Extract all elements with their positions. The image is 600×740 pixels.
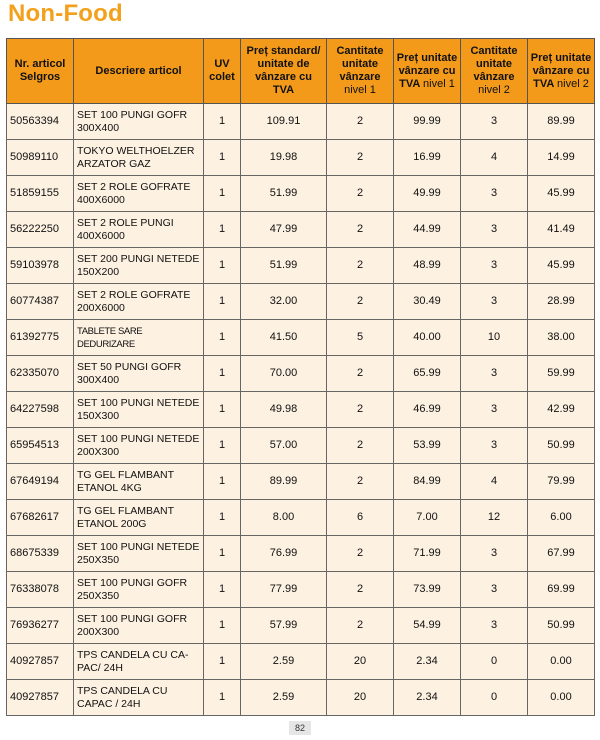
header-price-level1-suffix: nivel 1: [423, 77, 455, 90]
cell-qty-level1: 2: [327, 104, 394, 140]
cell-qty-level2: 3: [461, 212, 528, 248]
table-row: [7, 176, 595, 212]
cell-qty-level1: 5: [327, 320, 394, 356]
header-qty-level1: [327, 39, 394, 104]
cell-code: 65954513: [7, 428, 74, 464]
table-row: [7, 464, 595, 500]
table-row: [7, 104, 595, 140]
page-number: 82: [289, 721, 311, 735]
cell-price-level2: 67.99: [528, 536, 595, 572]
cell-price-standard: 32.00: [241, 284, 327, 320]
header-qty-level2-suffix: nivel 2: [478, 84, 510, 96]
cell-price-standard: 8.00: [241, 500, 327, 536]
cell-qty-level2: 3: [461, 536, 528, 572]
cell-uv: 1: [204, 212, 241, 248]
cell-price-level2: 59.99: [528, 356, 595, 392]
cell-qty-level1: 2: [327, 284, 394, 320]
cell-qty-level2: 0: [461, 680, 528, 716]
cell-price-standard: 19.98: [241, 140, 327, 176]
cell-price-standard: 57.00: [241, 428, 327, 464]
cell-qty-level2: 3: [461, 392, 528, 428]
table-row: [7, 644, 595, 680]
cell-code: 76338078: [7, 572, 74, 608]
cell-qty-level1: 2: [327, 464, 394, 500]
header-price-standard: Preț standard/ unitate de vânzare cu TVA: [241, 39, 327, 104]
cell-price-level1: 53.99: [394, 428, 461, 464]
cell-uv: 1: [204, 680, 241, 716]
cell-price-standard: 51.99: [241, 176, 327, 212]
cell-code: 61392775: [7, 320, 74, 356]
cell-price-level2: 79.99: [528, 464, 595, 500]
cell-description: SET 2 ROLE GOFRATE 400X6000: [74, 176, 204, 212]
cell-uv: 1: [204, 104, 241, 140]
cell-qty-level2: 3: [461, 284, 528, 320]
cell-uv: 1: [204, 608, 241, 644]
header-price-level2-tva: TVA: [533, 77, 554, 90]
cell-price-level2: 41.49: [528, 212, 595, 248]
table-row: [7, 500, 595, 536]
header-description: Descriere articol: [74, 39, 204, 104]
cell-qty-level2: 3: [461, 356, 528, 392]
cell-price-level1: 71.99: [394, 536, 461, 572]
cell-uv: 1: [204, 356, 241, 392]
table-row: [7, 284, 595, 320]
cell-qty-level2: 4: [461, 140, 528, 176]
cell-code: 62335070: [7, 356, 74, 392]
cell-price-level1: 2.34: [394, 680, 461, 716]
cell-code: 60774387: [7, 284, 74, 320]
cell-description: SET 2 ROLE PUNGI 400X6000: [74, 212, 204, 248]
cell-price-standard: 57.99: [241, 608, 327, 644]
cell-description: TG GEL FLAMBANT ETANOL 200G: [74, 500, 204, 536]
cell-uv: 1: [204, 428, 241, 464]
cell-qty-level2: 3: [461, 608, 528, 644]
cell-uv: 1: [204, 464, 241, 500]
cell-price-level1: 84.99: [394, 464, 461, 500]
cell-description: TOKYO WELTHOELZER ARZATOR GAZ: [74, 140, 204, 176]
cell-price-level1: 99.99: [394, 104, 461, 140]
cell-uv: 1: [204, 248, 241, 284]
cell-description: TG GEL FLAMBANT ETANOL 4KG: [74, 464, 204, 500]
cell-qty-level2: 3: [461, 176, 528, 212]
cell-code: 68675339: [7, 536, 74, 572]
cell-price-level2: 0.00: [528, 644, 595, 680]
cell-description: SET 100 PUNGI GOFR 200X300: [74, 608, 204, 644]
cell-description: SET 50 PUNGI GOFR 300X400: [74, 356, 204, 392]
cell-price-level1: 2.34: [394, 644, 461, 680]
cell-qty-level2: 3: [461, 104, 528, 140]
table-row: [7, 428, 595, 464]
table-row: [7, 140, 595, 176]
cell-code: 51859155: [7, 176, 74, 212]
cell-code: 50989110: [7, 140, 74, 176]
cell-uv: 1: [204, 140, 241, 176]
cell-qty-level1: 2: [327, 248, 394, 284]
cell-price-level2: 89.99: [528, 104, 595, 140]
cell-uv: 1: [204, 392, 241, 428]
header-price-level2-suffix: nivel 2: [557, 77, 589, 90]
cell-price-standard: 70.00: [241, 356, 327, 392]
cell-description: TPS CANDELA CU CA- PAC/ 24H: [74, 644, 204, 680]
cell-price-level1: 16.99: [394, 140, 461, 176]
cell-price-standard: 109.91: [241, 104, 327, 140]
cell-description: SET 100 PUNGI NETEDE 250X350: [74, 536, 204, 572]
cell-code: 64227598: [7, 392, 74, 428]
cell-price-level1: 40.00: [394, 320, 461, 356]
cell-qty-level1: 20: [327, 644, 394, 680]
cell-qty-level1: 2: [327, 572, 394, 608]
cell-uv: 1: [204, 536, 241, 572]
cell-price-standard: 41.50: [241, 320, 327, 356]
table-row: [7, 572, 595, 608]
cell-qty-level1: 2: [327, 428, 394, 464]
table-row: [7, 608, 595, 644]
table-row: [7, 212, 595, 248]
cell-price-level1: 49.99: [394, 176, 461, 212]
cell-description: SET 100 PUNGI NETEDE 200X300: [74, 428, 204, 464]
table-row: [7, 392, 595, 428]
cell-uv: 1: [204, 500, 241, 536]
cell-price-level2: 42.99: [528, 392, 595, 428]
cell-code: 67649194: [7, 464, 74, 500]
cell-uv: 1: [204, 320, 241, 356]
cell-qty-level2: 4: [461, 464, 528, 500]
cell-description: SET 100 PUNGI GOFR 250X350: [74, 572, 204, 608]
header-price-level2: [528, 39, 595, 104]
cell-price-level1: 48.99: [394, 248, 461, 284]
header-code: Nr. articol Selgros: [7, 39, 74, 104]
cell-price-standard: 51.99: [241, 248, 327, 284]
cell-price-standard: 89.99: [241, 464, 327, 500]
cell-price-level1: 65.99: [394, 356, 461, 392]
table-row: [7, 356, 595, 392]
table-row: [7, 248, 595, 284]
cell-code: 67682617: [7, 500, 74, 536]
cell-code: 76936277: [7, 608, 74, 644]
cell-price-standard: 49.98: [241, 392, 327, 428]
table-row: [7, 320, 595, 356]
header-qty-level2-text: Cantitate unitate vânzare: [470, 45, 518, 83]
header-price-level1-tva: TVA: [399, 77, 420, 90]
cell-qty-level2: 3: [461, 248, 528, 284]
cell-uv: 1: [204, 176, 241, 212]
cell-qty-level2: 10: [461, 320, 528, 356]
header-uv: UV colet: [204, 39, 241, 104]
cell-qty-level1: 2: [327, 140, 394, 176]
cell-price-level2: 28.99: [528, 284, 595, 320]
header-price-level2-text: Preț unitate vânzare cu: [530, 51, 592, 77]
cell-qty-level2: 3: [461, 572, 528, 608]
cell-code: 56222250: [7, 212, 74, 248]
cell-price-level2: 50.99: [528, 608, 595, 644]
cell-price-level1: 44.99: [394, 212, 461, 248]
cell-qty-level2: 12: [461, 500, 528, 536]
header-price-level1-text: Preț unitate vânzare cu: [396, 51, 458, 77]
cell-qty-level1: 2: [327, 212, 394, 248]
table-row: [7, 680, 595, 716]
cell-qty-level1: 2: [327, 392, 394, 428]
cell-code: 40927857: [7, 644, 74, 680]
cell-qty-level1: 2: [327, 608, 394, 644]
cell-price-standard: 2.59: [241, 680, 327, 716]
cell-price-level2: 38.00: [528, 320, 595, 356]
cell-price-standard: 77.99: [241, 572, 327, 608]
table-header-row: [7, 39, 595, 104]
cell-description: TPS CANDELA CU CAPAC / 24H: [74, 680, 204, 716]
cell-qty-level1: 2: [327, 536, 394, 572]
cell-price-standard: 76.99: [241, 536, 327, 572]
cell-price-level1: 7.00: [394, 500, 461, 536]
cell-qty-level1: 20: [327, 680, 394, 716]
cell-price-level1: 46.99: [394, 392, 461, 428]
cell-price-level2: 50.99: [528, 428, 595, 464]
cell-uv: 1: [204, 284, 241, 320]
table-row: [7, 536, 595, 572]
cell-price-level2: 6.00: [528, 500, 595, 536]
cell-qty-level1: 2: [327, 356, 394, 392]
cell-price-level1: 54.99: [394, 608, 461, 644]
header-qty-level1-suffix: nivel 1: [344, 84, 376, 96]
cell-description: TABLETE SARE DEDURIZARE: [74, 320, 204, 356]
cell-price-standard: 2.59: [241, 644, 327, 680]
cell-price-level1: 30.49: [394, 284, 461, 320]
cell-uv: 1: [204, 644, 241, 680]
cell-code: 59103978: [7, 248, 74, 284]
cell-price-level2: 45.99: [528, 248, 595, 284]
cell-qty-level1: 2: [327, 176, 394, 212]
cell-price-level2: 14.99: [528, 140, 595, 176]
cell-qty-level2: 3: [461, 428, 528, 464]
cell-uv: 1: [204, 572, 241, 608]
cell-description: SET 100 PUNGI NETEDE 150X300: [74, 392, 204, 428]
cell-price-level1: 73.99: [394, 572, 461, 608]
cell-code: 50563394: [7, 104, 74, 140]
table-body: [7, 104, 595, 716]
cell-description: SET 200 PUNGI NETEDE 150X200: [74, 248, 204, 284]
cell-description: SET 100 PUNGI GOFR 300X400: [74, 104, 204, 140]
price-table: [6, 38, 595, 716]
header-qty-level2: [461, 39, 528, 104]
cell-qty-level2: 0: [461, 644, 528, 680]
cell-price-standard: 47.99: [241, 212, 327, 248]
cell-description: SET 2 ROLE GOFRATE 200X6000: [74, 284, 204, 320]
cell-price-level2: 69.99: [528, 572, 595, 608]
cell-code: 40927857: [7, 680, 74, 716]
header-price-level1: [394, 39, 461, 104]
header-qty-level1-text: Cantitate unitate vânzare: [336, 45, 384, 83]
cell-price-level2: 0.00: [528, 680, 595, 716]
cell-price-level2: 45.99: [528, 176, 595, 212]
cell-qty-level1: 6: [327, 500, 394, 536]
page-title: Non-Food: [8, 0, 123, 27]
